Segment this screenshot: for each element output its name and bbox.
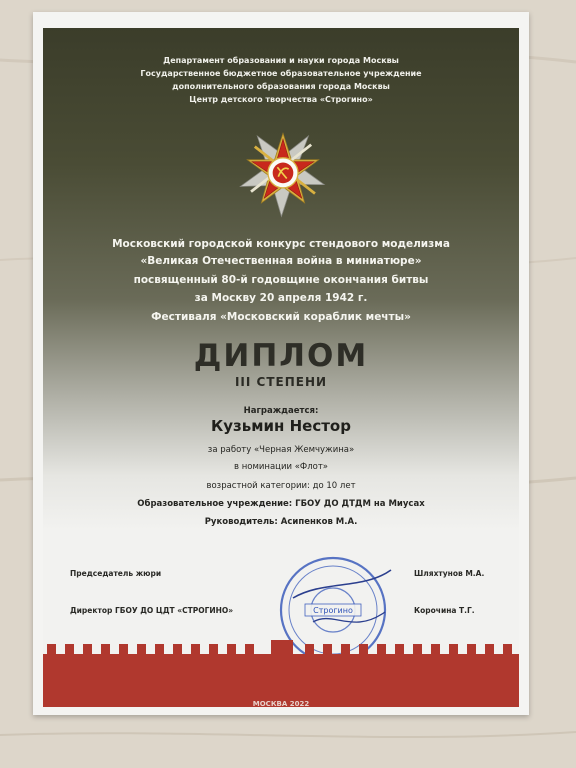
nomination: в номинации «Флот» (233, 462, 328, 472)
jury-chair-label: Председатель жюри (70, 569, 162, 578)
age-category: возрастной категории: до 10 лет (206, 481, 356, 491)
institution: Образовательное учреждение: ГБОУ ДО ДТДМ на Миусах (137, 499, 425, 509)
diploma-face (43, 28, 519, 707)
contest-line-3: посвященный 80-й годовщине окончания битвы (133, 274, 429, 286)
order-of-patriotic-war-emblem-icon (236, 124, 330, 218)
contest-line-2: «Великая Отечественная война в миниатюре» (140, 255, 422, 267)
diploma-degree: III СТЕПЕНИ (234, 375, 328, 389)
awarded-label: Награждается: (243, 406, 319, 416)
supervisor: Руководитель: Асипенков М.А. (204, 517, 358, 527)
jury-chair-name: Шляхтунов М.А. (414, 569, 485, 578)
awardee-name: Кузьмин Нестор (211, 417, 351, 435)
contest-line-4: за Москву 20 апреля 1942 г. (194, 292, 368, 304)
contest-line-1: Московский городской конкурс стендового моделизма (112, 238, 450, 250)
work-title: за работу «Черная Жемчужина» (207, 445, 355, 455)
header-line-1: Департамент образования и науки города Москвы (163, 56, 399, 65)
header-line-2: Государственное бюджетное образовательное учреждение (140, 69, 422, 78)
director-name: Корочина Т.Г. (414, 606, 475, 615)
kremlin-wall-icon (43, 640, 519, 707)
header-line-4: Центр детского творчества «Строгино» (189, 95, 373, 104)
stamp-text: Строгино (313, 606, 353, 615)
city-year: МОСКВА 2022 (252, 700, 310, 707)
director-label: Директор ГБОУ ДО ЦДТ «СТРОГИНО» (70, 606, 234, 615)
header-line-3: дополнительного образования города Москвы (172, 82, 390, 91)
contest-line-5: Фестиваля «Московский кораблик мечты» (151, 311, 411, 323)
diploma-sheet (33, 12, 529, 715)
diploma-title: ДИПЛОМ (193, 338, 369, 374)
